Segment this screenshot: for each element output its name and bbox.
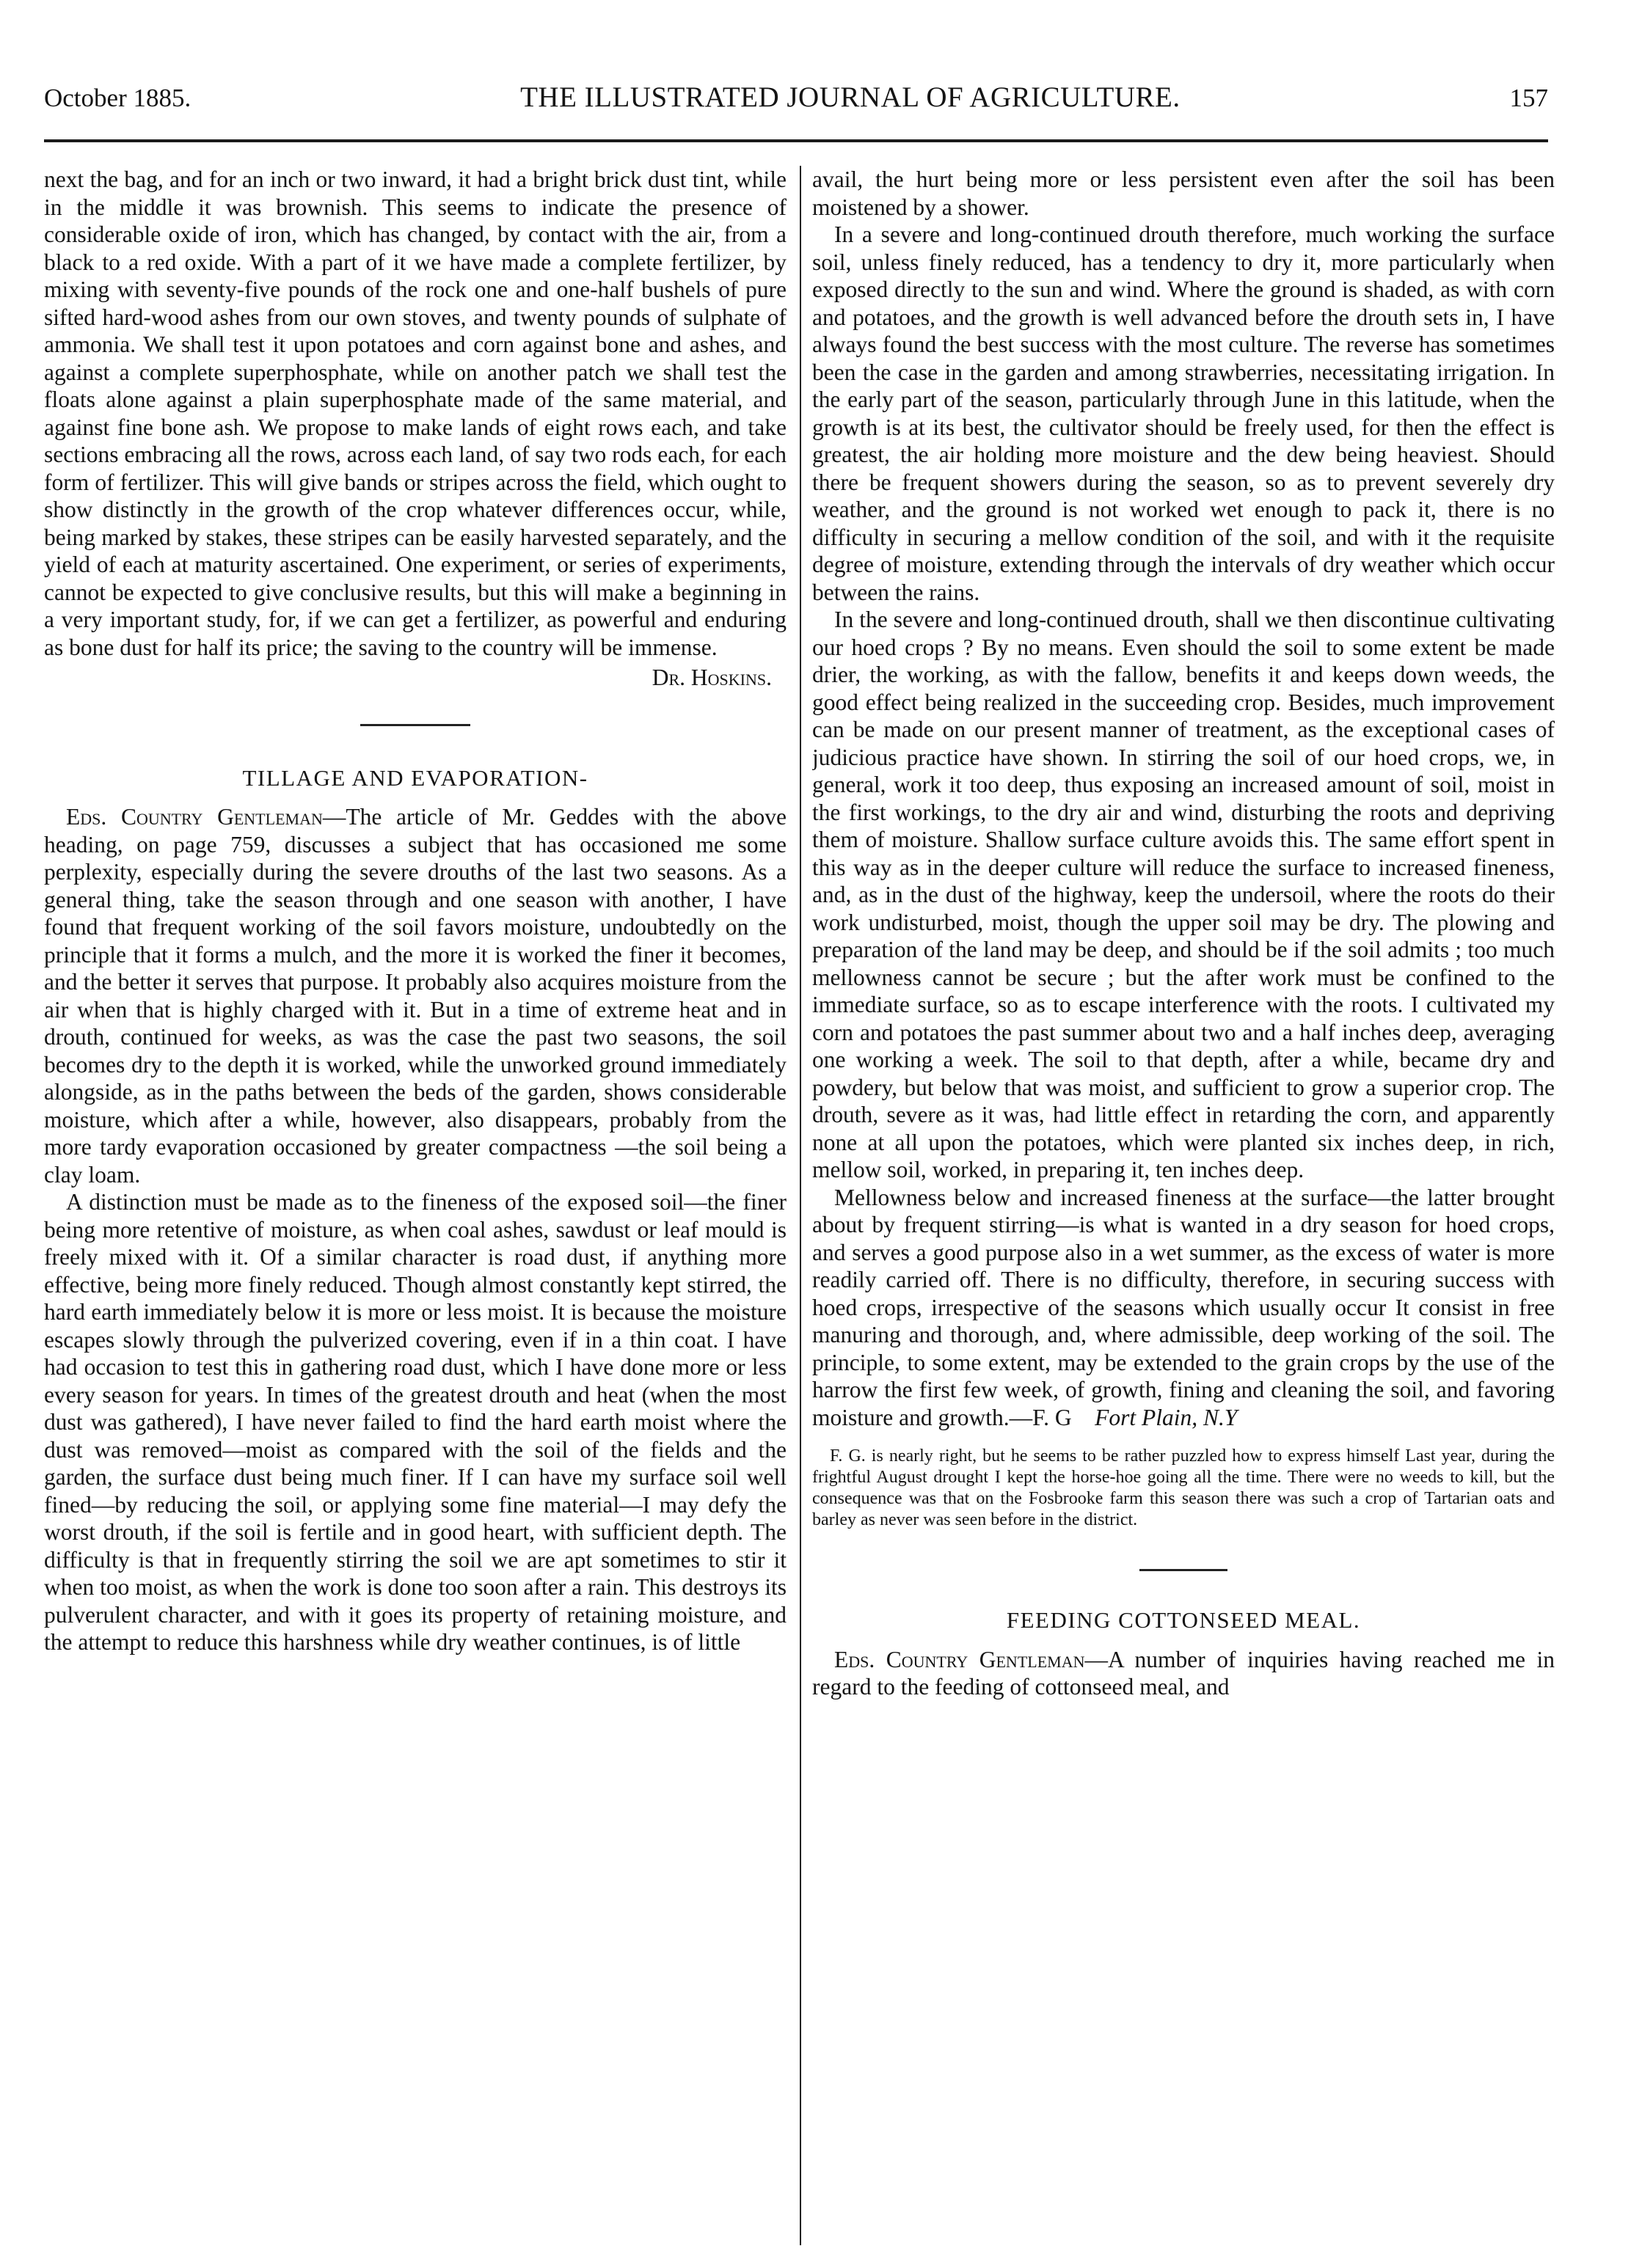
column-divider <box>800 166 801 2245</box>
article-paragraph: A distinction must be made as to the fineness of the exposed soil—the finer being more retentive of moisture, as when coal ashes, sawdust or leaf mould is freely mixed with it. Of a similar character is road dust, if anything more effective, being more finely reduced. Though almost constantly kept stirred, the hard earth immediately below it is more or less moist. It is because the moisture escapes slowly through the pulverized covering, even if in a thin coat. I have had occasion to test this in gathering road dust, which I have done more or less every season for years. In times of the greatest drouth and heat (when the most dust was gathered), I have never failed to find the hard earth moist where the dust was removed—moist as compared with the soil of the fields and the garden, the surface dust being much finer. If I can have my surface soil well fined—by reducing the soil, or applying some fine material—I may defy the worst drouth, if the soil is fertile and in good heart, with sufficient depth. The difficulty is that in frequently stirring the soil we are apt sometimes to stir it when too moist, as when the work is done too soon after a rain. This destroys its pulverulent character, and with it goes its property of retaining moisture, and the attempt to reduce this harshness while dry weather continues, is of little <box>44 1189 787 1655</box>
article-paragraph: avail, the hurt being more or less persistent even after the soil has been moistened by a shower. <box>812 167 1555 220</box>
salutation: Eds. Country Gentleman <box>834 1646 1085 1672</box>
paragraph-text: —The article of Mr. Geddes with the above heading, on page 759, discusses a subject that has occasioned me some perplexity, especially during the severe drouths of the last two seasons. As a general thing, take the season through and one season with another, I have found that frequent working of the soil favors moisture, undoubtedly on the principle that it forms a mulch, and the more it is worked the finer it becomes, and the better it serves that purpose. It probably also acquires moisture from the air when that is highly charged with it. But in a time of extreme heat and in drouth, continued for weeks, as was the case the past two seasons, the soil becomes dry to the depth it is worked, while the unworked ground immediately alongside, as in the paths between the beds of the garden, shows considerable moisture, which after a while, however, also disappears, probably from the more tardy evaporation occasioned by greater compactness —the soil being a clay loam. <box>44 804 787 1188</box>
article-paragraph: In a severe and long-continued drouth therefore, much working the surface soil, unless finely reduced, has a tendency to dry it, more particularly when exposed directly to the sun and wind. Where the ground is shaded, as with corn and potatoes, and the growth is well advanced before the drouth sets in, I have always found the best success with the most culture. The reverse has sometimes been the case in the garden and among strawberries, necessitating irrigation. In the early part of the season, particularly through June in this latitude, when the growth is at its best, the cultivator should be freely used, for then the effect is greatest, the air holding more moisture and the dew being heaviest. Should there be frequent showers during the season, so as to prevent severely dry weather, and the ground is not worked wet enough to pack it, there is no difficulty in securing a mellow condition of the soil, and with it the requisite degree of moisture, extending through the intervals of dry weather which occur between the rains. <box>812 222 1555 605</box>
author-signature: Dr. Hoskins. <box>652 665 772 690</box>
continued-paragraph: next the bag, and for an inch or two inward, it had a bright brick dust tint, while in the middle it was brownish. This seems to indicate the presence of considerable oxide of iron, which has changed, by contact with the air, from a black to a red oxide. With a part of it we have made a complete fertilizer, by mixing with seventy-five pounds of the rock one and one-half bushels of pure sifted hard-wood ashes from our own stoves, and twenty pounds of sulphate of ammonia. We shall test it upon potatoes and corn against bone and ashes, and against a complete superphosphate, while on another patch we shall test the floats alone against a plain superphosphate made of the same material, and against fine bone ash. We propose to make lands of eight rows each, and take sections embracing all the rows, across each land, of say two rods each, for each form of fertilizer. This will give bands or stripes across the field, which ought to show distinctly in the growth of the crop whatever differences occur, while, being marked by stakes, these stripes can be easily harvested separately, and the yield of each at maturity ascertained. One experiment, or series of experiments, cannot be expected to give conclusive results, but this will make a beginning in a very important study, for, if we can get a fertilizer, as powerful and enduring as bone dust for half its price; the saving to the country will be immense. <box>44 167 787 660</box>
article-separator <box>360 724 470 726</box>
article-paragraph: In the severe and long-continued drouth, shall we then discontinue cultivating our hoed crops ? By no means. Even should the soil to some extent be made drier, the working, as with the fallow, benefits it and keeps down weeds, the good effect being realized in the succeeding crop. Besides, much improvement can be made on our present manner of treatment, as the exceptional cases of judicious practice have shown. In stirring the soil of our hoed crops, we, in general, work it too deep, thus exposing an increased amount of soil, moist in the first workings, to the dry air and wind, disturbing the roots and depriving them of moisture. Shallow surface culture avoids this. The same effort spent in this way as in the deeper culture will reduce the surface to increased fineness, and, as in the dust of the highway, keep the undersoil, where the roots do their work undisturbed, moist, though the upper soil may be dry. The plowing and preparation of the land may be deep, and should be if the soil admits ; too much mellowness cannot be secure ; but the after work must be confined to the immediate surface, so as to escape interference with the roots. I cultivated my corn and potatoes the past summer about two and a half inches deep, averaging one working a week. The soil to that depth, after a while, became dry and powdery, but below that was moist, and sufficient to grow a superior crop. The drouth, severe as it was, had little effect in retarding the corn, and apparently none at all upon the potatoes, which were planted six inches deep, in rich, mellow soil, worked, in preparing it, ten inches deep. <box>812 607 1555 1182</box>
header-date: October 1885. <box>44 84 191 112</box>
article-title: TILLAGE AND EVAPORATION- <box>242 764 588 791</box>
article-paragraph <box>44 803 787 1188</box>
journal-title: THE ILLUSTRATED JOURNAL OF AGRICULTURE. <box>520 81 1181 113</box>
left-column <box>44 166 787 2242</box>
article-title: FEEDING COTTONSEED MEAL. <box>1006 1607 1361 1633</box>
paragraph-text: —A number of inquiries having reached me in regard to the feeding of cottonseed meal, and <box>812 1646 1555 1700</box>
article-paragraph <box>812 1184 1555 1432</box>
right-column <box>812 166 1555 2242</box>
article-paragraph <box>812 1646 1555 1701</box>
paragraph-text: Mellowness below and increased fineness at the surface—the latter brought about by frequent stirring—is what is wanted in a dry season for hoed crops, and serves a good purpose also in a wet summer, as the excess of water is more readily carried off. There is no difficulty, therefore, in securing success with hoed crops, irrespective of the seasons which usually occur It consist in free manuring and thorough, and, where admissible, deep working of the soil. The principle, to some extent, may be extended to the grain crops by the use of the harrow the first few week, of growth, fining and cleaning the soil, and favoring moisture and growth.—F. G <box>812 1184 1555 1430</box>
salutation: Eds. Country Gentleman <box>66 804 323 830</box>
page-header <box>44 81 1548 132</box>
article-separator <box>1139 1569 1227 1571</box>
header-rule <box>44 139 1548 142</box>
editor-note: F. G. is nearly right, but he seems to be rather puzzled how to express himself Last year, during the frightful August drought I kept the horse-hoe going all the time. There were no weeds to kill, but the consequence was that on the Fosbrooke farm this season there was such a crop of Tartarian oats and barley as never was seen before in the district. <box>812 1446 1555 1529</box>
page-number: 157 <box>1509 84 1548 112</box>
author-place: Fort Plain, N.Y <box>1095 1404 1238 1430</box>
